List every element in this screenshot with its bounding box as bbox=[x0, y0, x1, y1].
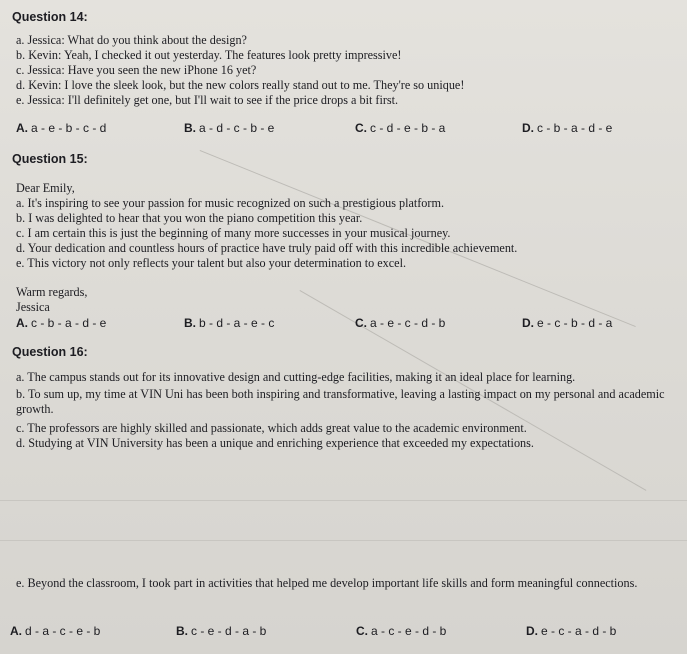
q14-line-a: a. Jessica: What do you think about the design? bbox=[16, 33, 247, 47]
q15-signature: Jessica bbox=[16, 300, 50, 314]
q14-line-e: e. Jessica: I'll definitely get one, but I'll wait to see if the price drops a bit first. bbox=[16, 93, 399, 107]
question-14-title: Question 14: bbox=[12, 10, 88, 24]
q14-line-b: b. Kevin: Yeah, I checked it out yesterday. The features look pretty impressive! bbox=[16, 48, 402, 62]
page-rule bbox=[0, 500, 687, 501]
q15-line-a: a. It's inspiring to see your passion for music recognized on such a prestigious platform. bbox=[16, 196, 444, 210]
q15-line-c: c. I am certain this is just the beginning of many more successes in your musical journey. bbox=[16, 226, 451, 240]
q14-option-a[interactable]: A. a - e - b - c - d bbox=[16, 121, 107, 135]
question-16-title: Question 16: bbox=[12, 345, 88, 359]
q14-option-b[interactable]: B. a - d - c - b - e bbox=[184, 121, 275, 135]
q16-option-b[interactable]: B. c - e - d - a - b bbox=[176, 624, 267, 638]
q15-option-d[interactable]: D. e - c - b - d - a bbox=[522, 316, 613, 330]
q16-line-c: c. The professors are highly skilled and passionate, which adds great value to the academic environment. bbox=[16, 421, 527, 435]
q15-line-e: e. This victory not only reflects your talent but also your determination to excel. bbox=[16, 256, 407, 270]
q16-line-b: b. To sum up, my time at VIN Uni has been both inspiring and transformative, leaving a lasting impact on my personal and academic growth. bbox=[16, 387, 665, 416]
q16-option-c[interactable]: C. a - c - e - d - b bbox=[356, 624, 447, 638]
q15-greeting: Dear Emily, bbox=[16, 181, 75, 195]
q16-line-a: a. The campus stands out for its innovative design and cutting-edge facilities, making it an ideal place for learning. bbox=[16, 370, 576, 384]
q14-option-d[interactable]: D. c - b - a - d - e bbox=[522, 121, 613, 135]
q14-option-c[interactable]: C. c - d - e - b - a bbox=[355, 121, 446, 135]
q16-line-e: e. Beyond the classroom, I took part in activities that helped me develop important life skills and form meaningful connections. bbox=[16, 576, 638, 590]
page-rule bbox=[0, 540, 687, 541]
q16-option-d[interactable]: D. e - c - a - d - b bbox=[526, 624, 617, 638]
q15-option-a[interactable]: A. c - b - a - d - e bbox=[16, 316, 107, 330]
q15-option-c[interactable]: C. a - e - c - d - b bbox=[355, 316, 446, 330]
q16-line-d: d. Studying at VIN University has been a unique and enriching experience that exceeded my expectations. bbox=[16, 436, 534, 450]
q15-line-d: d. Your dedication and countless hours of practice have truly paid off with this incredible achievement. bbox=[16, 241, 518, 255]
q16-option-a[interactable]: A. d - a - c - e - b bbox=[10, 624, 101, 638]
q14-line-c: c. Jessica: Have you seen the new iPhone 16 yet? bbox=[16, 63, 257, 77]
q15-line-b: b. I was delighted to hear that you won the piano competition this year. bbox=[16, 211, 363, 225]
q15-closing: Warm regards, bbox=[16, 285, 88, 299]
q14-line-d: d. Kevin: I love the sleek look, but the new colors really stand out to me. They're so unique! bbox=[16, 78, 465, 92]
q15-option-b[interactable]: B. b - d - a - e - c bbox=[184, 316, 275, 330]
question-15-title: Question 15: bbox=[12, 152, 88, 166]
